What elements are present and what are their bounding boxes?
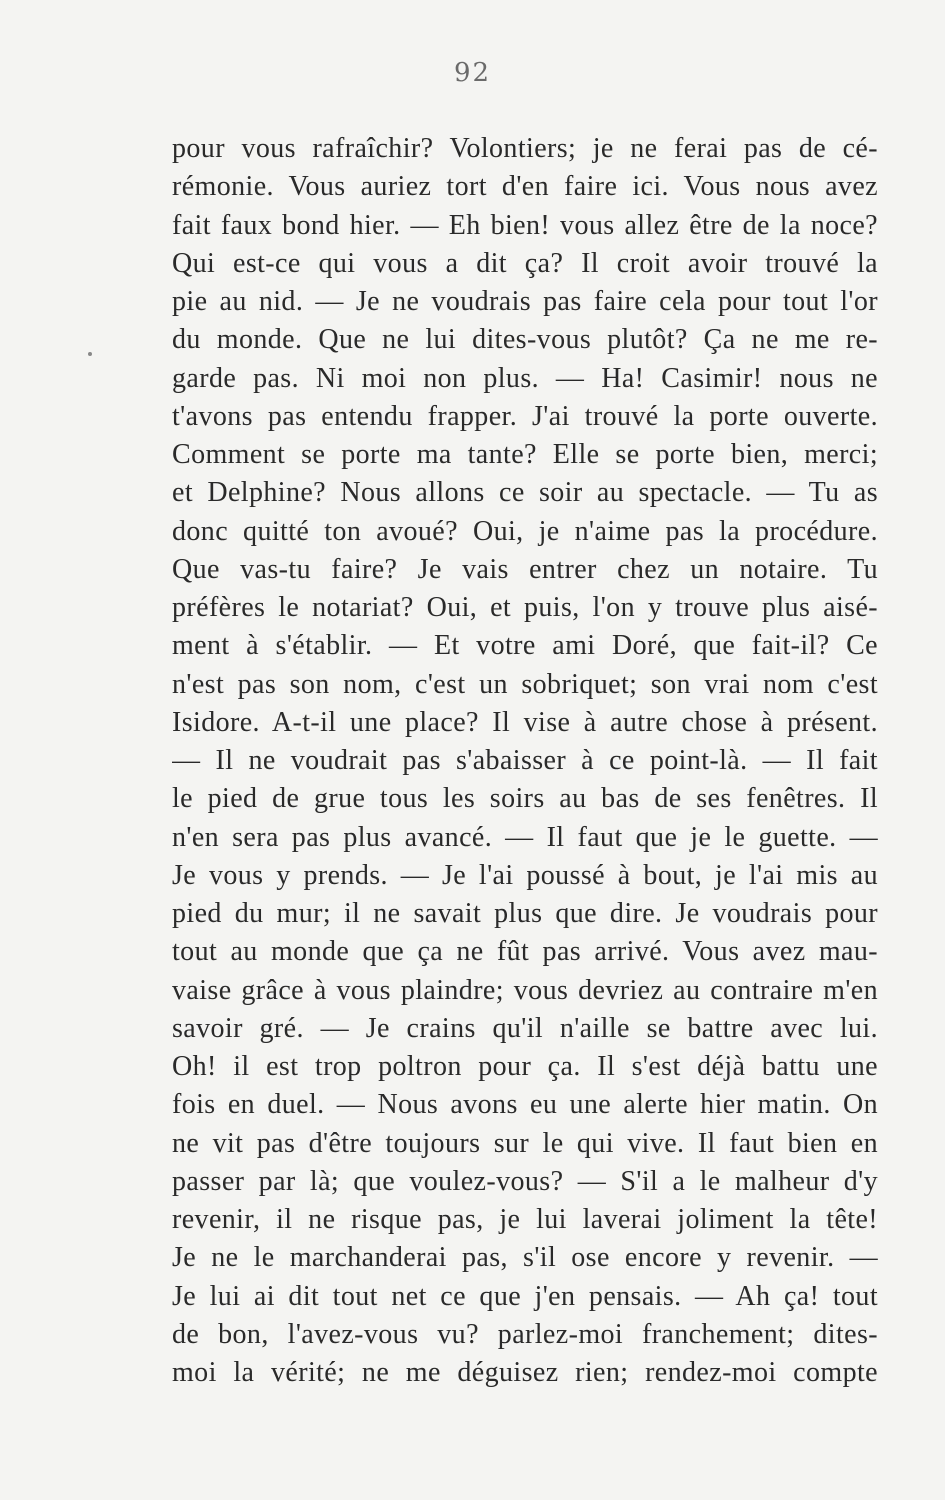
text-line: Isidore. A-t-il une place? Il vise à autre chose à présent. [172,706,878,738]
text-line: donc quitté ton avoué? Oui, je n'aime pas la procédure. [172,515,878,547]
page-number: 92 [453,58,492,88]
text-line: et Delphine? Nous allons ce soir au spectacle. — Tu as [172,477,878,509]
text-line: t'avons pas entendu frapper. J'ai trouvé la porte ouverte. [172,400,878,432]
text-line: — Il ne voudrait pas s'abaisser à ce point-là. — Il fait [172,745,878,776]
text-line: préfères le notariat? Oui, et puis, l'on y trouve plus aisé- [172,592,878,623]
text-line: ment à s'établir. — Et votre ami Doré, que fait-il? Ce [172,630,878,662]
text-line: Comment se porte ma tante? Elle se porte bien, merci; [172,439,878,470]
text-line: revenir, il ne risque pas, je lui laverai joliment la tête! [172,1204,878,1235]
text-line: Je ne le marchanderai pas, s'il ose encore y revenir. — [172,1242,878,1274]
text-line: Je lui ai dit tout net ce que j'en pensais. — Ah ça! tout [172,1280,878,1312]
text-line: Je vous y prends. — Je l'ai poussé à bout, je l'ai mis au [172,859,878,891]
text-line: moi la vérité; ne me déguisez rien; rendez-moi compte [172,1357,878,1388]
text-line: de bon, l'avez-vous vu? parlez-moi franchement; dites- [172,1318,878,1350]
text-line: Oh! il est trop poltron pour ça. Il s'est déjà battu une [172,1051,878,1082]
text-line: pied du mur; il ne savait plus que dire. Je voudrais pour [172,898,878,929]
text-line: ne vit pas d'être toujours sur le qui vive. Il faut bien en [172,1127,878,1159]
text-line: vaise grâce à vous plaindre; vous devriez au contraire m'en [172,974,878,1006]
text-line: passer par là; que voulez-vous? — S'il a le malheur d'y [172,1165,878,1197]
text-line: pour vous rafraîchir? Volontiers; je ne ferai pas de cé- [172,133,878,164]
text-line: fait faux bond hier. — Eh bien! vous allez être de la noce? [172,209,878,241]
text-line: Qui est-ce qui vous a dit ça? Il croit avoir trouvé la [172,247,878,279]
text-line: n'en sera pas plus avancé. — Il faut que je le guette. — [172,821,878,853]
text-line: savoir gré. — Je crains qu'il n'aille se battre avec lui. [172,1012,878,1044]
text-line: pie au nid. — Je ne voudrais pas faire cela pour tout l'or [172,286,878,317]
text-line: le pied de grue tous les soirs au bas de ses fenêtres. Il [172,783,878,815]
text-line: garde pas. Ni moi non plus. — Ha! Casimir! nous ne [172,362,878,394]
body-text [172,130,878,1392]
margin-speck [88,352,92,356]
text-line: rémonie. Vous auriez tort d'en faire ici. Vous nous avez [172,171,878,203]
text-line: Que vas-tu faire? Je vais entrer chez un notaire. Tu [172,553,878,585]
text-line: du monde. Que ne lui dites-vous plutôt? Ça ne me re- [172,324,878,356]
text-line: fois en duel. — Nous avons eu une alerte hier matin. On [172,1089,878,1121]
text-line: n'est pas son nom, c'est un sobriquet; son vrai nom c'est [172,668,878,700]
text-line: tout au monde que ça ne fût pas arrivé. Vous avez mau- [172,936,878,968]
